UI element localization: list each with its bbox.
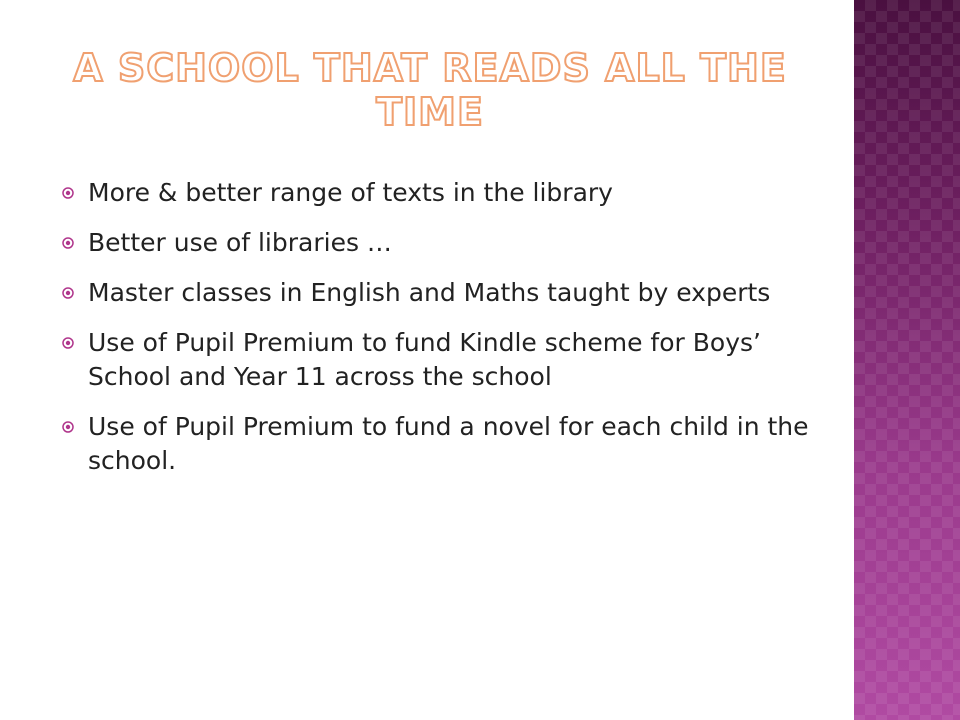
bullet-text: Use of Pupil Premium to fund a novel for each child in the school. [88, 412, 809, 475]
circled-dot-icon [62, 421, 74, 433]
list-item [60, 226, 820, 260]
decorative-side-panel [854, 0, 960, 720]
list-item [60, 176, 820, 210]
bullet-text: Use of Pupil Premium to fund Kindle scheme for Boys’ School and Year 11 across the school [88, 328, 761, 391]
bullet-text: Better use of libraries … [88, 228, 392, 257]
bullet-text: More & better range of texts in the library [88, 178, 613, 207]
bullet-text: Master classes in English and Maths taught by experts [88, 278, 771, 307]
list-item [60, 410, 820, 478]
circled-dot-icon [62, 237, 74, 249]
slide-title: A SCHOOL THAT READS ALL THE TIME [73, 46, 787, 134]
circled-dot-icon [62, 287, 74, 299]
list-item [60, 326, 820, 394]
bullet-list [60, 176, 820, 494]
circled-dot-icon [62, 187, 74, 199]
circled-dot-icon [62, 337, 74, 349]
list-item [60, 276, 820, 310]
